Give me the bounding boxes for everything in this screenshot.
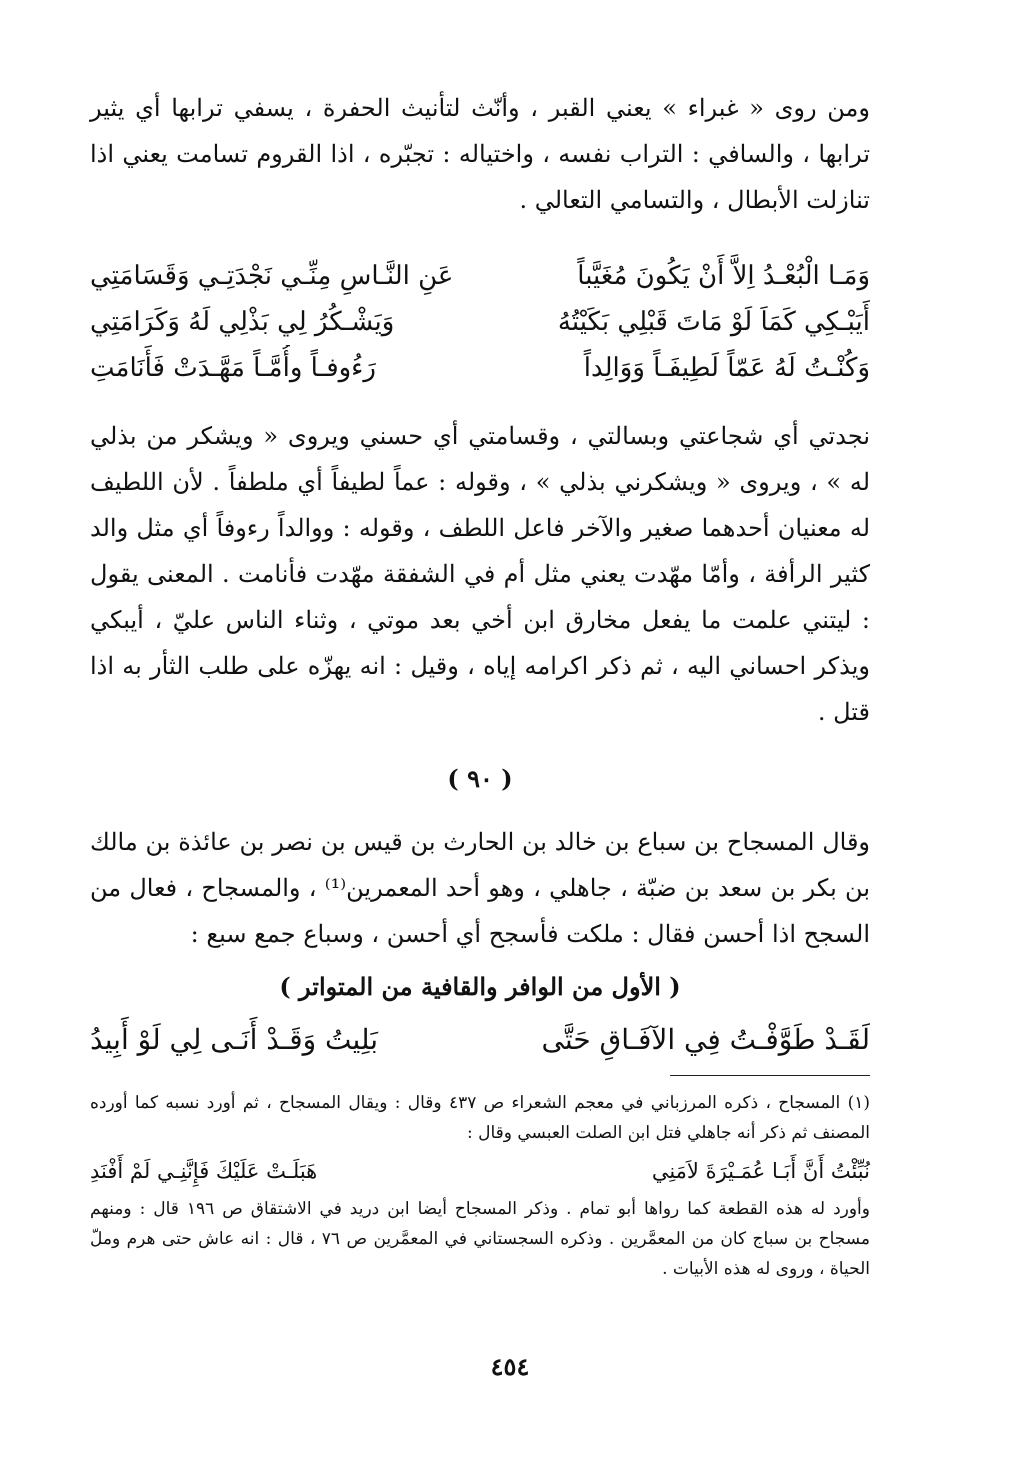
meter-heading: ( الأول من الوافر والقافية من المتواتر ) xyxy=(279,972,681,1001)
verse-first-hemistich: لَقَـدْ طَوَّفْـتُ فِي الآفَـاقِ حَتَّى xyxy=(541,1023,870,1056)
verse-line xyxy=(90,299,870,345)
verse-second-hemistich: وَيَشْـكُرُ لِي بَذْلِي لَهُ وَكَرَامَتِي xyxy=(90,307,395,337)
verse-second-hemistich: عَنِ النَّـاسِ مِنِّـي نَجْدَتِـي وَقَسَامَتِي xyxy=(90,261,454,291)
footnote-verse-second-hemistich: هَبَلَـتْ عَلَيْكَ فَإِنَّنِـي لَمْ أَفْنَدِ xyxy=(90,1159,318,1183)
commentary-paragraph-2: نجدتي أي شجاعتي وبسالتي ، وقسامتي أي حسني ويروى « ويشكر من بذلي له » ، ويروى « ويشكرني بذلي » ، وقوله : عماً لطيفاً أي ملطفاً . لأن اللطيف له معنيان أحدهما صغير والآخر فاعل اللطف ، وقوله : ووالداً رءوفاً أي مثل والد كثير الرأفة ، وأمّا مهّدت يعني مثل أم في الشفقة مهّدت فأنامت . المعنى يقول : ليتني علمت ما يفعل مخارق ابن أخي بعد موتي ، وثناء الناس عليّ ، أيبكي ويذكر احساني اليه ، ثم ذكر اكرامه إياه ، وقيل : انه يهزّه على طلب الثأر به اذا قتل . xyxy=(90,422,871,726)
page-body xyxy=(90,85,870,1284)
verse-line xyxy=(90,1015,870,1065)
footnote-verse xyxy=(90,1150,870,1192)
verse-first-hemistich: أَيَبْـكِي كَمَاَ لَوْ مَاتَ قَبْلِي بَكَيْتُهُ xyxy=(557,307,870,337)
verse-line xyxy=(90,253,870,299)
verse-line xyxy=(90,345,870,391)
verse-second-hemistich: رَءُوفـاً وأُمَّـاً مَهَّـدَتْ فَأَنَامَتِ xyxy=(90,353,376,383)
verse-first-hemistich: وَمَـا الْبُعْـدُ اِلاَّ أَنْ يَكُونَ مُغَيَّباً xyxy=(577,261,870,291)
footnote-verse-first-hemistich: نُبِّئْتُ أَنَّ أَبَـا عُمَـيْرَةَ لاَمَنِي xyxy=(651,1159,870,1183)
verse-first-hemistich: وَكُنْـتُ لَهُ عَمّاً لَطِيفَـاً وَوَالِداً xyxy=(583,353,870,383)
poet-introduction: وقال المسجاح بن سباع بن خالد بن الحارث بن قيس بن نصر بن عائذة بن مالك بن بكر بن سعد بن ضبّة ، جاهلي ، وهو أحد المعمرين⁽¹⁾ ، والمسجاح ، فعال من السجح اذا أحسن فقال : ملكت فأسجح أي أحسن ، وسباع جمع سبع : xyxy=(90,828,871,948)
poem-number: ( ٩٠ ) xyxy=(447,764,513,793)
commentary-paragraph-1: ومن روى « غبراء » يعني القبر ، وأنّث لتأنيث الحفرة ، يسفي ترابها أي يثير ترابها ، والسافي : التراب نفسه ، واختياله : تجبّره ، اذا القروم تسامت يعني اذا تنازلت الأبطال ، والتسامي التعالي . xyxy=(90,94,870,214)
footnote-text-2: وأورد له هذه القطعة كما رواها أبو تمام . وذكر المسجاح أيضا ابن دريد في الاشتقاق ص ١٩٦ قال : ومنهم مسجاح بن سباج كان من المعمَّرين . وذكره السجستاني في المعمَّرين ص ٧٦ ، قال : انه عاش حتى هرم وملّ الحياة ، وروى له هذه الأبيات . xyxy=(90,1199,870,1279)
page-number: ٤٥٤ xyxy=(490,1352,530,1381)
footnote-separator xyxy=(670,1075,870,1076)
poem-verses xyxy=(90,253,870,391)
footnote-text-1: (١) المسجاح ، ذكره المرزباني في معجم الشعراء ص ٤٣٧ وقال : ويقال المسجاح ، ثم أورد نسبه كما أورده المصنف ثم ذكر أنه جاهلي فتل ابن الصلت العبسي وقال : xyxy=(90,1093,871,1143)
verse-second-hemistich: بَلِيتُ وَقَـدْ أَنَـى لِي لَوْ أَبِيدُ xyxy=(90,1023,379,1056)
